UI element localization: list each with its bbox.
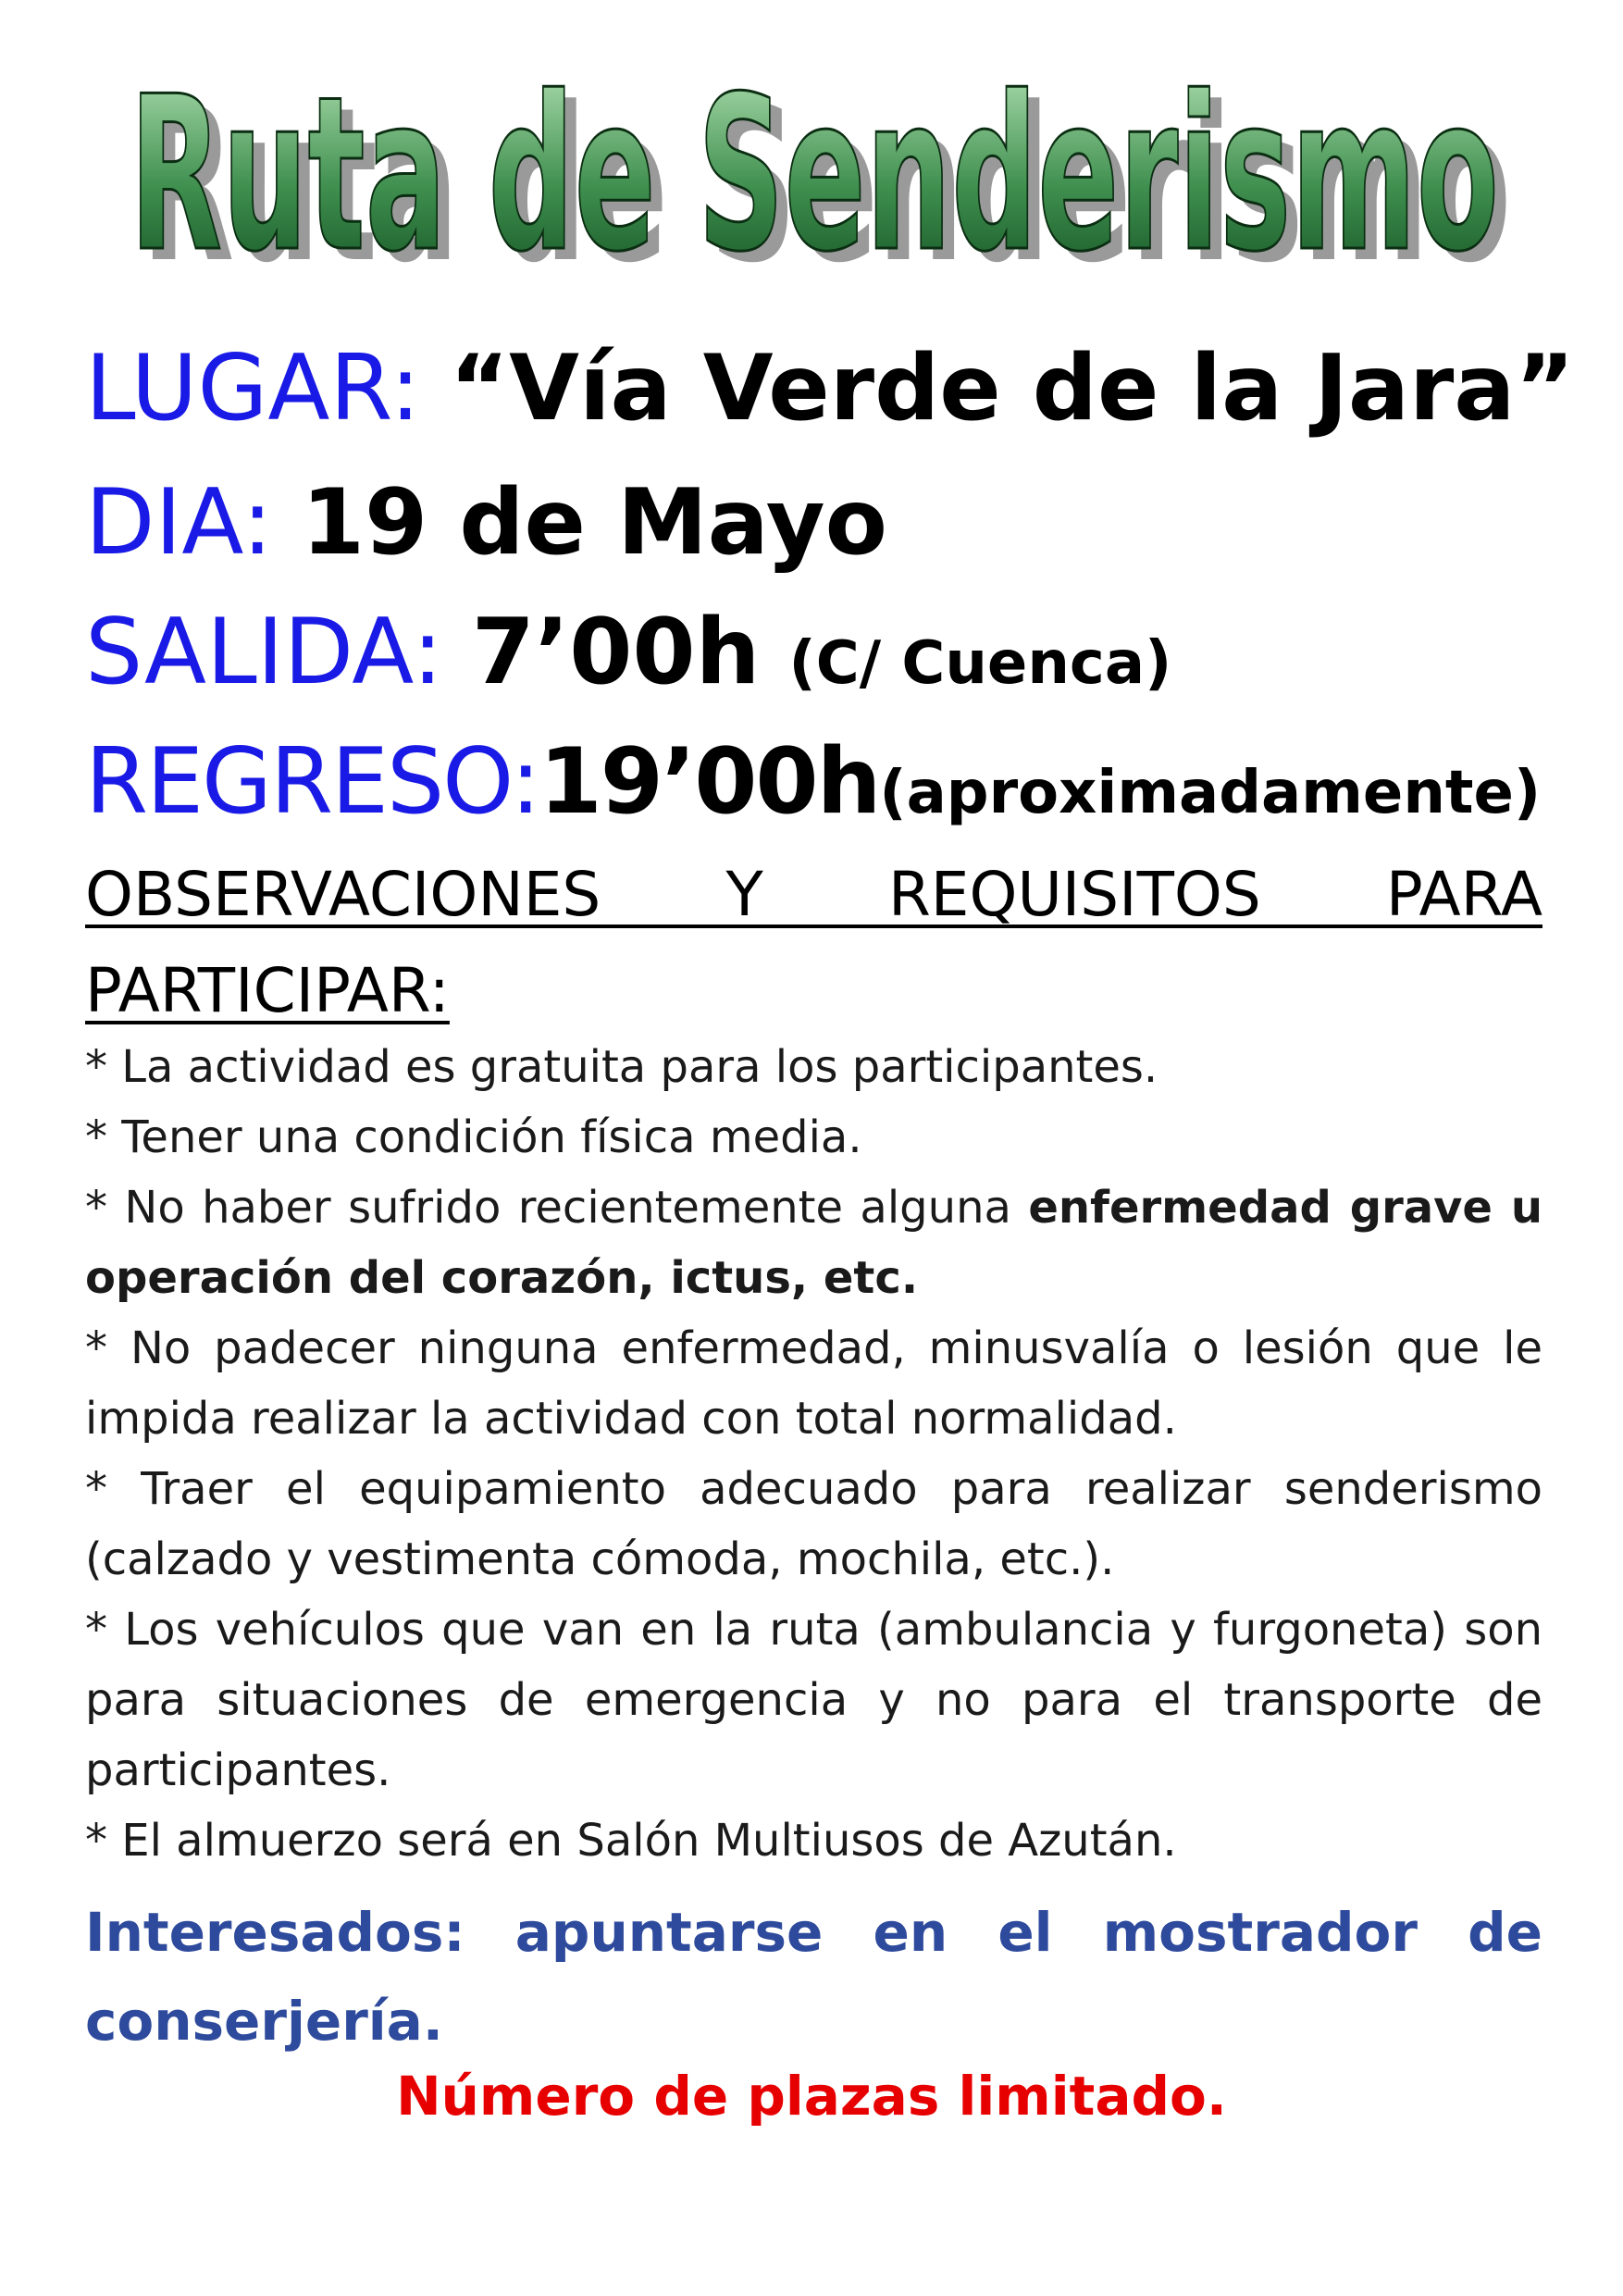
date-label: DIA: <box>85 470 273 576</box>
requirements-list <box>85 1032 1542 1876</box>
return-row <box>85 726 1541 849</box>
place-value: “Vía Verde de la Jara” <box>449 336 1575 441</box>
list-item: * Los vehículos que van en la ruta (ambulancia y furgoneta) son para situaciones de emergencia y no para el transporte de participantes. <box>85 1604 1542 1796</box>
list-item <box>85 1173 1542 1313</box>
place-label: LUGAR: <box>85 336 421 441</box>
requirements-heading-line1: OBSERVACIONES Y REQUISITOS PARA <box>85 859 1542 930</box>
list-item-text: * No haber sufrido recientemente alguna <box>85 1182 1029 1234</box>
requirements-heading <box>85 847 1542 1039</box>
departure-time: 7’00h <box>471 600 761 705</box>
page-title: Ruta de Senderismo <box>130 52 1499 296</box>
title-wordart <box>93 37 1536 296</box>
departure-place: (C/ Cuenca) <box>788 629 1172 698</box>
departure-row <box>85 597 1171 719</box>
list-item: * Tener una condición física media. <box>85 1111 862 1163</box>
title-shadow: Ruta de Senderismo <box>142 63 1511 296</box>
list-item: * No padecer ninguna enfermedad, minusvalía o lesión que le impida realizar la actividad con total normalidad. <box>85 1322 1542 1445</box>
return-note: (aproximadamente) <box>879 759 1542 827</box>
limited-places-note: Número de plazas limitado. <box>396 2065 1227 2128</box>
date-row <box>85 467 887 578</box>
place-row <box>85 333 1575 444</box>
list-item-emphasis: enfermedad grave u operación del corazón, ictus, etc. <box>85 1182 1543 1304</box>
list-item: * Traer el equipamiento adecuado para realizar senderismo (calzado y vestimenta cómoda, mochila, etc.). <box>85 1463 1542 1585</box>
signup-note: Interesados: apuntarse en el mostrador de conserjería. <box>85 1901 1542 2053</box>
list-item: * La actividad es gratuita para los participantes. <box>85 1041 1158 1093</box>
list-item: * El almuerzo será en Salón Multiusos de Azután. <box>85 1815 1177 1867</box>
return-time: 19’00h <box>539 729 880 835</box>
date-value: 19 de Mayo <box>301 470 887 576</box>
departure-label: SALIDA: <box>85 600 443 705</box>
return-label: REGRESO: <box>85 729 539 835</box>
title-banner <box>93 37 1536 296</box>
requirements-heading-line2: PARTICIPAR: <box>85 955 450 1026</box>
